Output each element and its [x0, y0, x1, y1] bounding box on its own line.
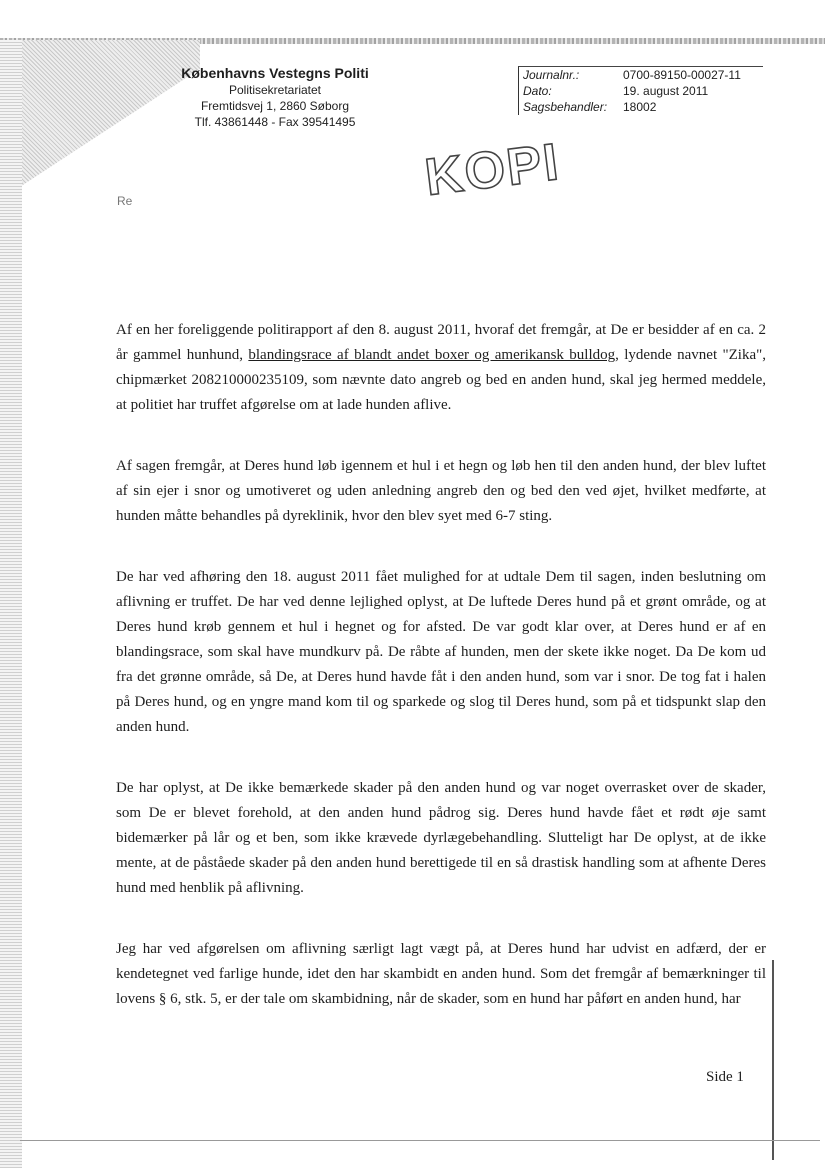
case-officer-label: Sagsbehandler: — [523, 100, 608, 114]
letterhead — [160, 64, 390, 130]
date-value: 19. august 2011 — [623, 84, 709, 98]
reference-row — [523, 83, 763, 99]
reference-row — [523, 99, 763, 115]
scan-edge-right — [772, 960, 774, 1160]
reference-row — [523, 67, 763, 83]
paragraph: De har oplyst, at De ikke bemærkede skader på den anden hund og var noget overrasket over de skader, som De er blevet forehold, at den anden hund pådrog sig. Deres hund havde fået et rødt øje samt bidemærker på lår og et ben, som ikke krævede dyrlægebehandling. Slutteligt har De oplyst, at de ikke mente, at de påståede skader på den anden hund berettigede til en så drastisk handling som at afhente Deres hund med henblik på aflivning. — [116, 780, 766, 896]
paragraph: Af sagen fremgår, at Deres hund løb igennem et hul i et hegn og løb hen til den anden hund, der blev luftet af sin ejer i snor og umotiveret og uden anledning angreb den og bed den ved øjet, hvilket medførte, at hunden måtte behandles på dyreklinik, hvor den blev syet med 6-7 sting. — [116, 458, 766, 524]
date-label: Dato: — [523, 84, 552, 98]
department-name: Politisekretariatet — [228, 83, 322, 97]
postal-address: Fremtidsvej 1, 2860 Søborg — [200, 99, 350, 113]
underlined-text: blandingsrace af blandt andet boxer og amerikansk bulldog — [248, 347, 616, 363]
paragraph-text: Af en her foreliggende politirapport af den 8. august 2011, hvoraf det fremgår, at De er besidder af en ca. 2 år gammel hunhund, — [116, 322, 766, 363]
organization-name: Københavns Vestegns Politi — [181, 65, 369, 81]
scan-edge-left — [0, 40, 22, 1168]
recipient-fragment: Re — [117, 194, 133, 208]
paragraph: De har ved afhøring den 18. august 2011 fået mulighed for at udtale Dem til sagen, inden beslutning om aflivning er truffet. De har ved denne lejlighed oplyst, at De luftede Deres hund på et grønt område, og at Deres hund krøb gennem et hul i hegnet og for afsted. De var godt klar over, at Deres hund er af en blandingsrace, som skal have mundkurv på. De råbte af hunden, men der skete ikke noget. Da De kom ud fra det grønne område, så De, at Deres hund havde fåt i den anden hund, som var i snor. De tog fat i halen på Deres hund, og en yngre mand kom til og sparkede og slog til Deres hund, som på et tidspunkt slap den anden hund. — [116, 569, 766, 735]
reference-box — [518, 66, 763, 115]
paragraph-text: , lydende navnet "Zika", chipmærket 208210000235109, som nævnte dato angreb og bed en anden hund, skal jeg hermed meddele, at politiet har truffet afgørelse om at lade hunden aflive. — [116, 347, 766, 413]
letter-body — [116, 318, 766, 1048]
contact-numbers: Tlf. 43861448 - Fax 39541495 — [194, 115, 356, 129]
copy-stamp: KOPI — [421, 132, 564, 208]
case-officer-value: 18002 — [623, 100, 657, 114]
journal-number-value: 0700-89150-00027-11 — [623, 68, 741, 82]
journal-number-label: Journalnr.: — [523, 68, 580, 82]
page-number: Side 1 — [706, 1069, 744, 1085]
paragraph: Jeg har ved afgørelsen om aflivning særligt lagt vægt på, at Deres hund har udvist en adfærd, der er kendetegnet ved farlige hunde, idet den har skambidt en anden hund. Som det fremgår af bemærkninger til lovens § 6, stk. 5, er der tale om skambidning, når de skader, som en hund har påført en anden hund, har — [116, 941, 766, 1007]
scan-edge-bottom — [20, 1140, 820, 1141]
paragraph — [116, 318, 766, 418]
